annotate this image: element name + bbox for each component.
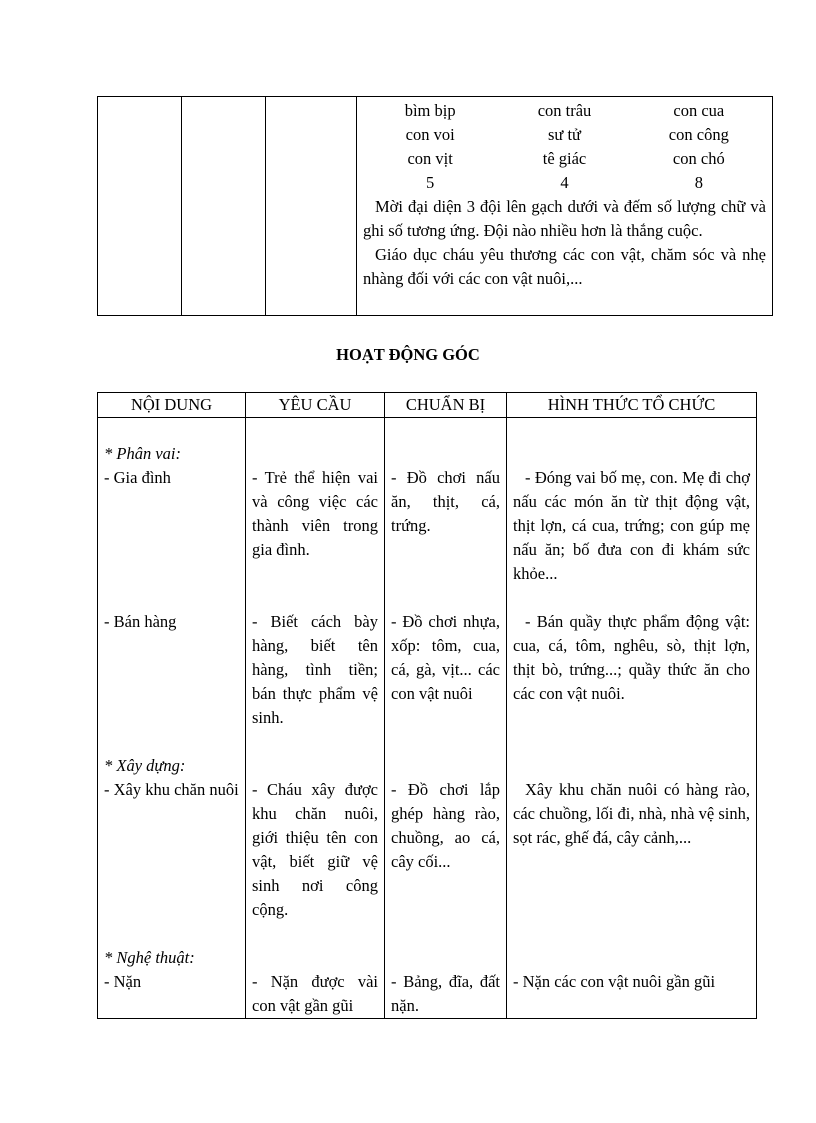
animal-word: con chó (672, 149, 725, 168)
animal-word: con cua (673, 101, 725, 120)
requirement-text: - Trẻ thể hiện vai và công việc các thành viên trong gia đình. (252, 468, 378, 559)
header-requirement: YÊU CẦU (246, 393, 385, 418)
animal-word: con trâu (537, 101, 592, 120)
content-column (98, 418, 246, 1019)
section-title: HOẠT ĐỘNG GÓC (336, 345, 480, 364)
corner-activities-table (97, 392, 757, 1019)
preparation-column (385, 418, 507, 1019)
header-organization: HÌNH THỨC TỔ CHỨC (507, 393, 757, 418)
animal-word: con công (668, 125, 729, 144)
animal-word: sư tử (547, 125, 581, 144)
item-name: - Bán hàng (104, 612, 177, 631)
activity-content-cell (357, 97, 773, 316)
organization-text: Xây khu chăn nuôi có hàng rào, các chuồng, lối đi, nhà, nhà vệ sinh, sọt rác, ghế đá, cây cảnh,... (513, 780, 750, 847)
category-label: * Xây dựng: (104, 756, 186, 775)
category-label: * Nghệ thuật: (104, 948, 195, 967)
team-count: 4 (560, 173, 569, 192)
empty-cell (182, 97, 266, 316)
animal-word: bìm bịp (404, 101, 456, 120)
preparation-text: - Đồ chơi lắp ghép hàng rào, chuồng, ao cá, cây cối... (391, 780, 500, 871)
animal-word-grid (363, 97, 766, 195)
organization-text: - Đóng vai bố mẹ, con. Mẹ đi chợ nấu các món ăn từ thịt động vật, thịt lợn, cá cua, trứng; con gúp mẹ nấu ăn; bố đưa con đi khám sức khỏe... (513, 468, 750, 583)
item-name: - Xây khu chăn nuôi (104, 780, 239, 799)
team-count: 8 (694, 173, 703, 192)
requirement-text: - Cháu xây được khu chăn nuôi, giới thiệu tên con vật, biết giữ vệ sinh nơi công cộng. (252, 780, 378, 919)
animal-word: tê giác (542, 149, 587, 168)
team-count: 5 (426, 173, 435, 192)
requirement-text: - Biết cách bày hàng, biết tên hàng, tình tiền; bán thực phẩm vệ sinh. (252, 612, 378, 727)
preparation-text: - Bảng, đĩa, đất nặn. (391, 972, 500, 1015)
continuation-table (97, 96, 773, 316)
category-label: * Phân vai: (104, 444, 181, 463)
education-paragraph: Giáo dục cháu yêu thương các con vật, chăm sóc và nhẹ nhàng đối với các con vật nuôi,... (363, 245, 766, 288)
animal-word: con vịt (407, 149, 453, 168)
header-preparation: CHUẨN BỊ (385, 393, 507, 418)
organization-text: - Nặn các con vật nuôi gần gũi (513, 972, 716, 991)
item-name: - Gia đình (104, 468, 171, 487)
instruction-paragraph: Mời đại diện 3 đội lên gạch dưới và đếm số lượng chữ và ghi số tương ứng. Đội nào nhiều hơn là thắng cuộc. (363, 197, 766, 240)
requirement-text: - Nặn được vài con vật gần gũi (252, 972, 378, 1015)
preparation-text: - Đồ chơi nấu ăn, thịt, cá, trứng. (391, 468, 500, 535)
table-body-row (98, 418, 757, 1019)
organization-text: - Bán quầy thực phẩm động vật: cua, cá, tôm, nghêu, sò, thịt lợn, thịt bò, trứng...; quầy thức ăn cho các con vật nuôi. (513, 612, 750, 703)
animal-word: con voi (405, 125, 455, 144)
header-content: NỘI DUNG (98, 393, 246, 418)
item-name: - Nặn (104, 972, 142, 991)
empty-cell (266, 97, 357, 316)
table-header-row (98, 393, 757, 418)
empty-cell (98, 97, 182, 316)
requirement-column (246, 418, 385, 1019)
preparation-text: - Đồ chơi nhựa, xốp: tôm, cua, cá, gà, vịt... các con vật nuôi (391, 612, 500, 703)
organization-column (507, 418, 757, 1019)
